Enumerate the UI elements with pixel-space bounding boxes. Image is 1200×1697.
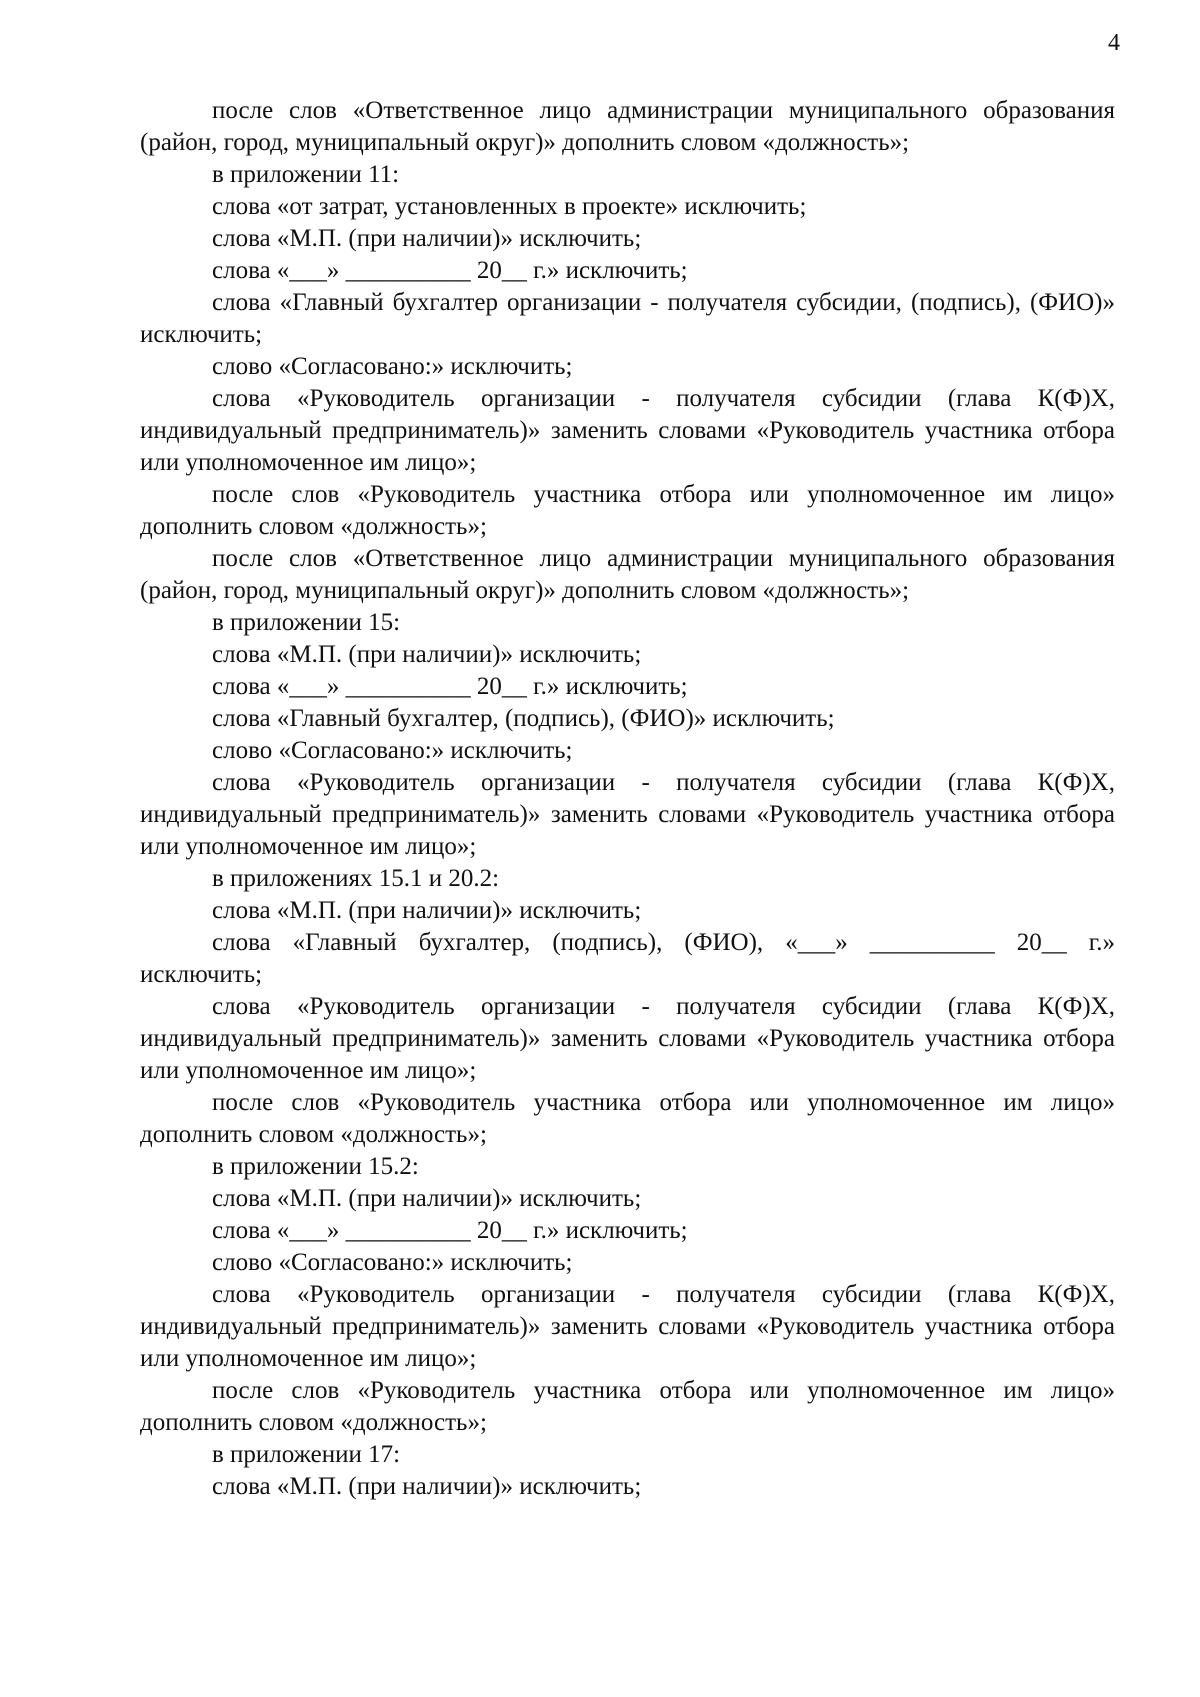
paragraph: в приложении 11: <box>212 161 400 188</box>
paragraph: слова «Главный бухгалтер, (подпись), (ФИО)» исключить; <box>212 705 835 732</box>
paragraph: в приложении 15.2: <box>212 1153 419 1180</box>
paragraph: после слов «Ответственное лицо администрации муниципального образования (район, город, муниципальный округ)» дополнить словом «должность»; <box>140 545 1122 604</box>
paragraph: слова «М.П. (при наличии)» исключить; <box>212 1185 642 1212</box>
document-body <box>140 95 1122 1503</box>
paragraph: слова «___» __________ 20__ г.» исключить; <box>212 673 688 700</box>
paragraph: в приложении 15: <box>212 609 401 636</box>
paragraph: слова «Руководитель организации - получателя субсидии (глава К(Ф)Х, индивидуальный предприниматель)» заменить словами «Руководитель участника отбора или уполномоченное им лицо»; <box>140 1281 1122 1372</box>
paragraph: после слов «Руководитель участника отбора или уполномоченное им лицо» дополнить словом «должность»; <box>140 1089 1122 1148</box>
paragraph: слова «Руководитель организации - получателя субсидии (глава К(Ф)Х, индивидуальный предприниматель)» заменить словами «Руководитель участника отбора или уполномоченное им лицо»; <box>140 385 1122 476</box>
paragraph: после слов «Руководитель участника отбора или уполномоченное им лицо» дополнить словом «должность»; <box>140 1377 1122 1436</box>
paragraph: слова «Главный бухгалтер организации - получателя субсидии, (подпись), (ФИО)» исключить; <box>140 289 1122 348</box>
paragraph: слова «от затрат, установленных в проекте» исключить; <box>212 193 807 220</box>
paragraph: слова «Главный бухгалтер, (подпись), (ФИО), «___» __________ 20__ г.» исключить; <box>140 929 1122 988</box>
paragraph: слова «___» __________ 20__ г.» исключить; <box>212 1217 688 1244</box>
paragraph: в приложении 17: <box>212 1441 401 1468</box>
paragraph: слова «М.П. (при наличии)» исключить; <box>212 1473 642 1500</box>
paragraph: слова «___» __________ 20__ г.» исключить; <box>212 257 688 284</box>
paragraph: слово «Согласовано:» исключить; <box>212 1249 573 1276</box>
paragraph: слова «Руководитель организации - получателя субсидии (глава К(Ф)Х, индивидуальный предприниматель)» заменить словами «Руководитель участника отбора или уполномоченное им лицо»; <box>140 993 1122 1084</box>
paragraph: слово «Согласовано:» исключить; <box>212 353 573 380</box>
paragraph: слова «М.П. (при наличии)» исключить; <box>212 225 642 252</box>
paragraph: после слов «Ответственное лицо администрации муниципального образования (район, город, муниципальный округ)» дополнить словом «должность»; <box>140 97 1122 156</box>
paragraph: слова «М.П. (при наличии)» исключить; <box>212 897 642 924</box>
page-number: 4 <box>1108 30 1120 56</box>
paragraph: слово «Согласовано:» исключить; <box>212 737 573 764</box>
paragraph: слова «М.П. (при наличии)» исключить; <box>212 641 642 668</box>
paragraph: слова «Руководитель организации - получателя субсидии (глава К(Ф)Х, индивидуальный предприниматель)» заменить словами «Руководитель участника отбора или уполномоченное им лицо»; <box>140 769 1122 860</box>
paragraph: после слов «Руководитель участника отбора или уполномоченное им лицо» дополнить словом «должность»; <box>140 481 1122 540</box>
paragraph: в приложениях 15.1 и 20.2: <box>212 865 500 892</box>
